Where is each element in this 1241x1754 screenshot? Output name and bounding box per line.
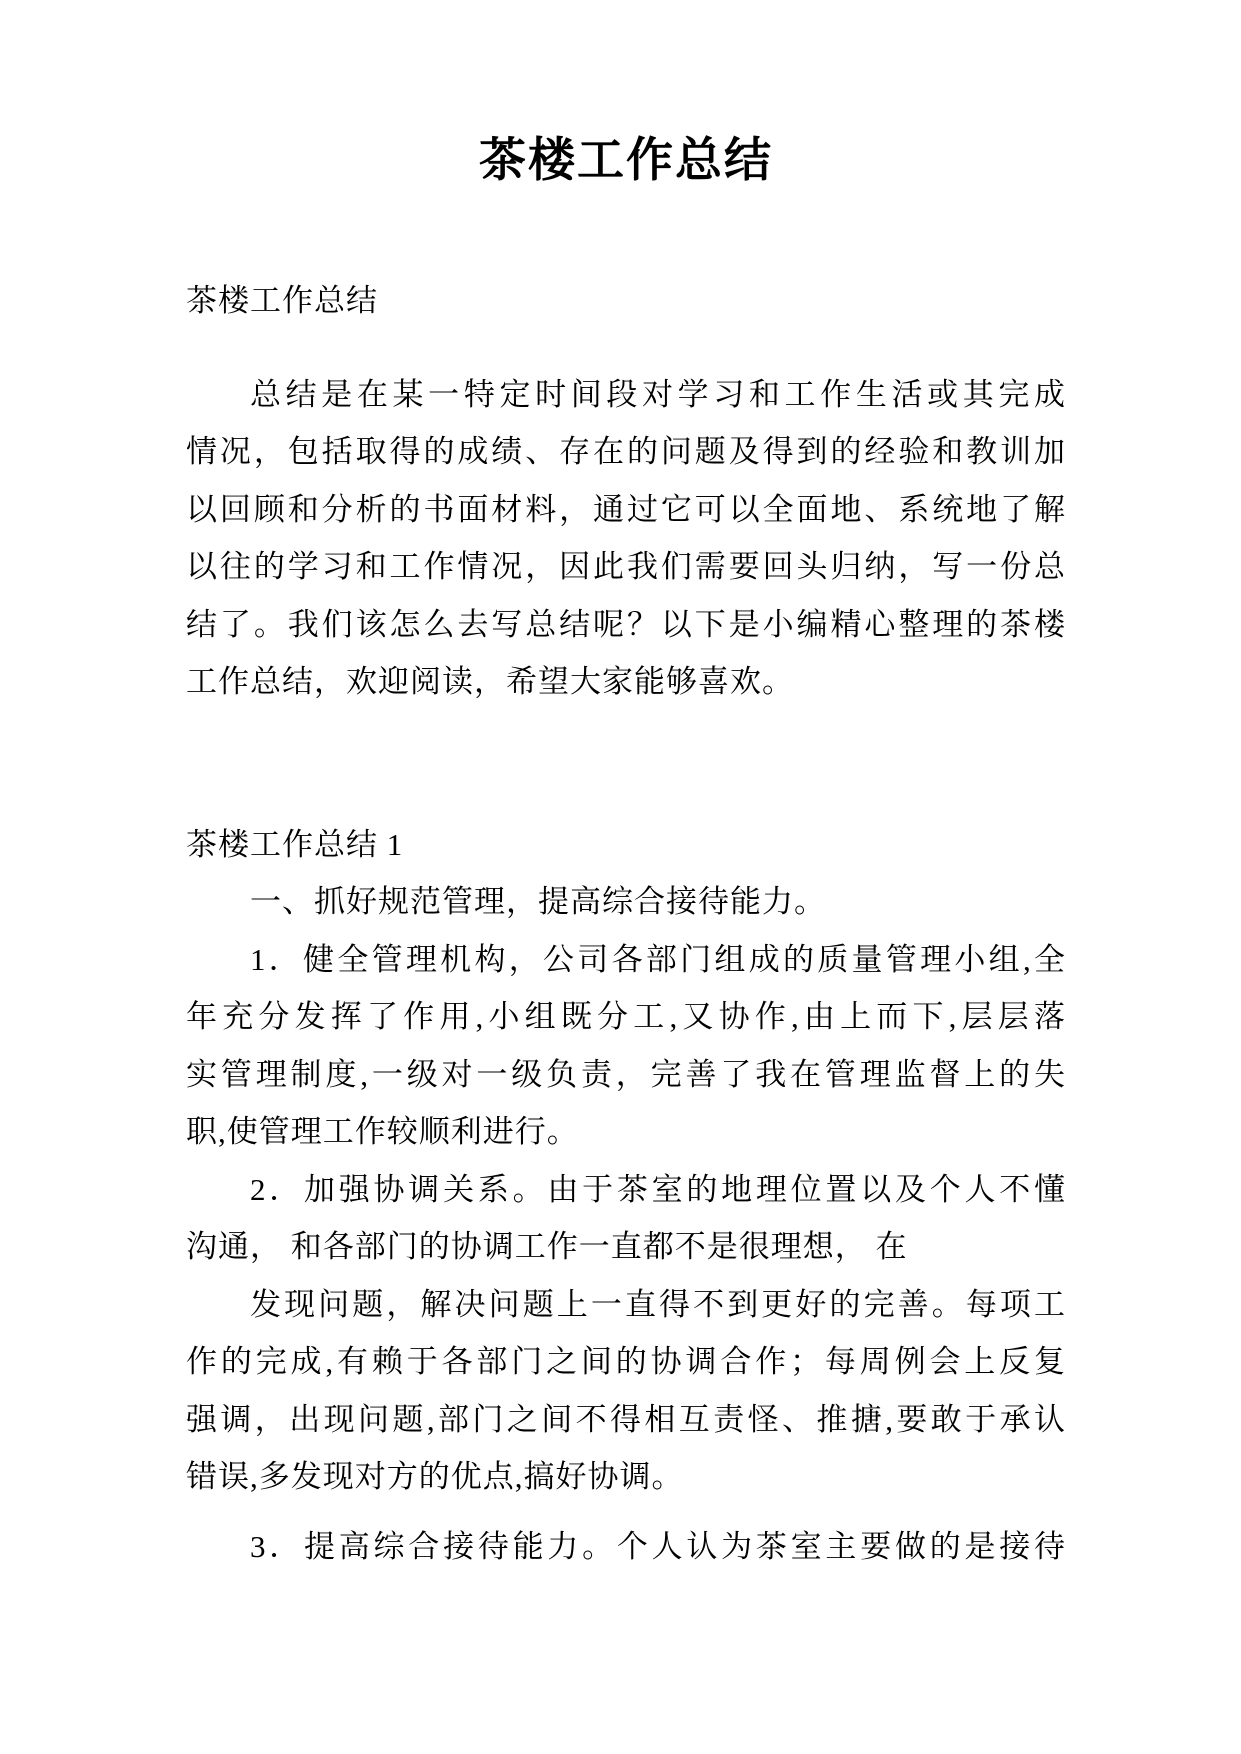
document-title: 茶楼工作总结 [479,133,773,188]
point-2-paragraph [186,1161,1066,1276]
section-label-paragraph [186,816,1066,874]
text-line: 作的完成,有赖于各部门之间的协调合作；每周例会上反复 [186,1344,1066,1379]
text-line: 结了。我们该怎么去写总结呢？以下是小编精心整理的茶楼 [186,606,1066,642]
document-body [186,272,1066,1575]
text-line: 以回顾和分析的书面材料，通过它可以全面地、系统地了解 [186,491,1066,527]
text-line: 职,使管理工作较顺利进行。 [186,1114,579,1149]
section-heading-paragraph [186,873,1066,931]
text-line: 1．健全管理机构，公司各部门组成的质量管理小组,全 [250,941,1066,977]
subtitle-paragraph [186,272,1066,330]
point-3-paragraph [186,1518,1066,1576]
text-line: 茶楼工作总结 [186,283,378,318]
text-line: 发现问题，解决问题上一直得不到更好的完善。每项工 [250,1286,1066,1322]
text-line: 情况，包括取得的成绩、存在的问题及得到的经验和教训加 [186,434,1066,469]
text-line: 错误,多发现对方的优点,搞好协调。 [186,1459,684,1494]
text-line: 茶楼工作总结 1 [186,826,404,862]
text-line: 实管理制度,一级对一级负责，完善了我在管理监督上的失 [186,1056,1066,1092]
text-line: 以往的学习和工作情况，因此我们需要回头归纳，写一份总 [186,549,1066,584]
text-line: 工作总结，欢迎阅读，希望大家能够喜欢。 [186,664,794,699]
text-line: 3．提高综合接待能力。个人认为茶室主要做的是接待 [250,1528,1066,1564]
intro-paragraph [186,366,1066,711]
text-line: 年充分发挥了作用,小组既分工,又协作,由上而下,层层落 [186,999,1066,1034]
text-line: 强调，出现问题,部门之间不得相互责怪、推搪,要敢于承认 [186,1401,1066,1437]
text-line: 一、抓好规范管理，提高综合接待能力。 [250,884,826,919]
text-line: 2．加强协调关系。由于茶室的地理位置以及个人不懂 [250,1171,1066,1207]
point-1-paragraph [186,931,1066,1161]
text-line: 总结是在某一特定时间段对学习和工作生活或其完成 [250,376,1066,412]
text-line: 沟通， 和各部门的协调工作一直都不是很理想， 在 [186,1229,908,1264]
point-2-continued-paragraph [186,1276,1066,1506]
